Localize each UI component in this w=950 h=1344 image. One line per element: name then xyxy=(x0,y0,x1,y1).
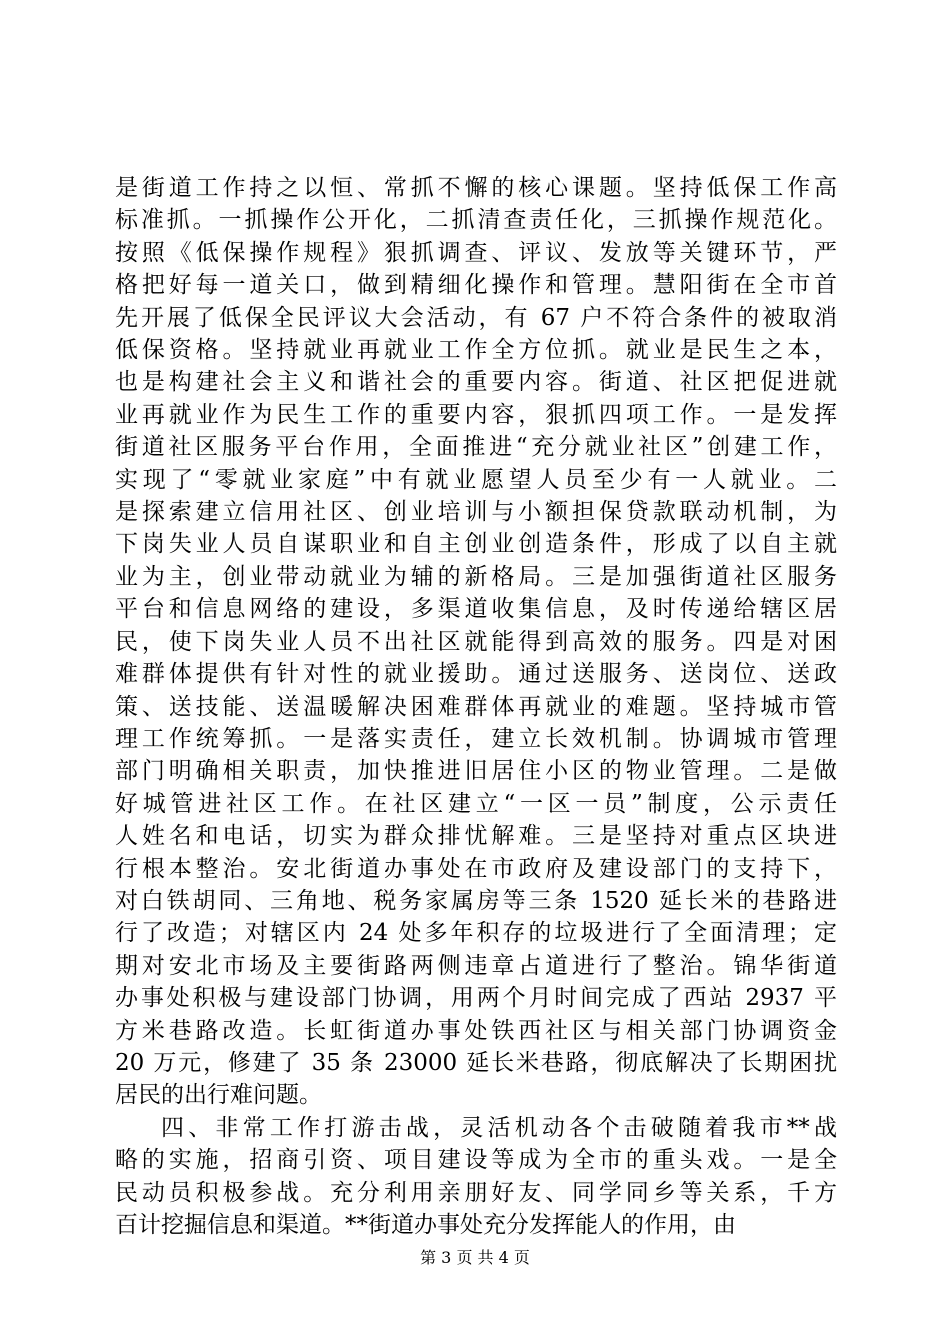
text-line: 民，使下岗失业人员不出社区就能得到高效的服务。四是对困 xyxy=(115,628,837,655)
text-line: 居民的出行难问题。 xyxy=(115,1082,322,1109)
text-line: 按照《低保操作规程》狠抓调查、评议、发放等关键环节，严 xyxy=(115,239,837,266)
text-line: 业再就业作为民生工作的重要内容，狠抓四项工作。一是发挥 xyxy=(115,401,837,428)
text-line: 期对安北市场及主要街路两侧违章占道进行了整治。锦华街道 xyxy=(115,952,837,979)
text-line: 四、非常工作打游击战，灵活机动各个击破随着我市**战 xyxy=(161,1114,837,1141)
text-line: 理工作统筹抓。一是落实责任，建立长效机制。协调城市管理 xyxy=(115,725,837,752)
paragraph-2 xyxy=(115,1112,837,1242)
text-line: 部门明确相关职责，加快推进旧居住小区的物业管理。二是做 xyxy=(115,758,837,785)
text-line: 先开展了低保全民评议大会活动，有 67 户不符合条件的被取消 xyxy=(115,304,837,331)
text-line: 20 万元，修建了 35 条 23000 延长米巷路，彻底解决了长期困扰 xyxy=(115,1049,837,1076)
text-line: 是街道工作持之以恒、常抓不懈的核心课题。坚持低保工作高 xyxy=(115,175,837,201)
text-line: 策、送技能、送温暖解决困难群体再就业的难题。坚持城市管 xyxy=(115,693,837,720)
text-line: 百计挖掘信息和渠道。**街道办事处充分发挥能人的作用，由 xyxy=(115,1212,736,1238)
paragraph-1 xyxy=(115,172,837,1112)
text-line: 业为主，创业带动就业为辅的新格局。三是加强街道社区服务 xyxy=(115,563,837,590)
text-line: 办事处积极与建设部门协调，用两个月时间完成了西站 2937 平 xyxy=(115,985,837,1012)
text-line: 好城管进社区工作。在社区建立“一区一员”制度，公示责任 xyxy=(115,790,837,817)
text-line: 难群体提供有针对性的就业援助。通过送服务、送岗位、送政 xyxy=(115,661,837,688)
text-line: 标准抓。一抓操作公开化，二抓清查责任化，三抓操作规范化。 xyxy=(115,207,837,234)
text-line: 也是构建社会主义和谐社会的重要内容。街道、社区把促进就 xyxy=(115,369,837,396)
text-line: 街道社区服务平台作用，全面推进“充分就业社区”创建工作， xyxy=(115,434,837,461)
text-line: 人姓名和电话，切实为群众排忧解难。三是坚持对重点区块进 xyxy=(115,823,837,850)
text-line: 行根本整治。安北街道办事处在市政府及建设部门的支持下， xyxy=(115,855,837,882)
text-line: 格把好每一道关口，做到精细化操作和管理。慧阳街在全市首 xyxy=(115,272,837,299)
text-line: 行了改造；对辖区内 24 处多年积存的垃圾进行了全面清理；定 xyxy=(115,920,837,947)
text-line: 下岗失业人员自谋职业和自主创业创造条件，形成了以自主就 xyxy=(115,531,837,558)
text-line: 民动员积极参战。充分利用亲朋好友、同学同乡等关系，千方 xyxy=(115,1179,837,1206)
body-text xyxy=(115,172,837,1241)
text-line: 平台和信息网络的建设，多渠道收集信息，及时传递给辖区居 xyxy=(115,596,837,623)
text-line: 实现了“零就业家庭”中有就业愿望人员至少有一人就业。二 xyxy=(115,466,837,493)
text-line: 低保资格。坚持就业再就业工作全方位抓。就业是民生之本， xyxy=(115,337,837,364)
text-line: 对白铁胡同、三角地、税务家属房等三条 1520 延长米的巷路进 xyxy=(115,887,837,914)
text-line: 方米巷路改造。长虹街道办事处铁西社区与相关部门协调资金 xyxy=(115,1017,837,1044)
text-line: 略的实施，招商引资、项目建设等成为全市的重头戏。一是全 xyxy=(115,1147,837,1174)
page-footer: 第 3 页 共 4 页 xyxy=(420,1248,530,1267)
text-line: 是探索建立信用社区、创业培训与小额担保贷款联动机制，为 xyxy=(115,499,837,526)
